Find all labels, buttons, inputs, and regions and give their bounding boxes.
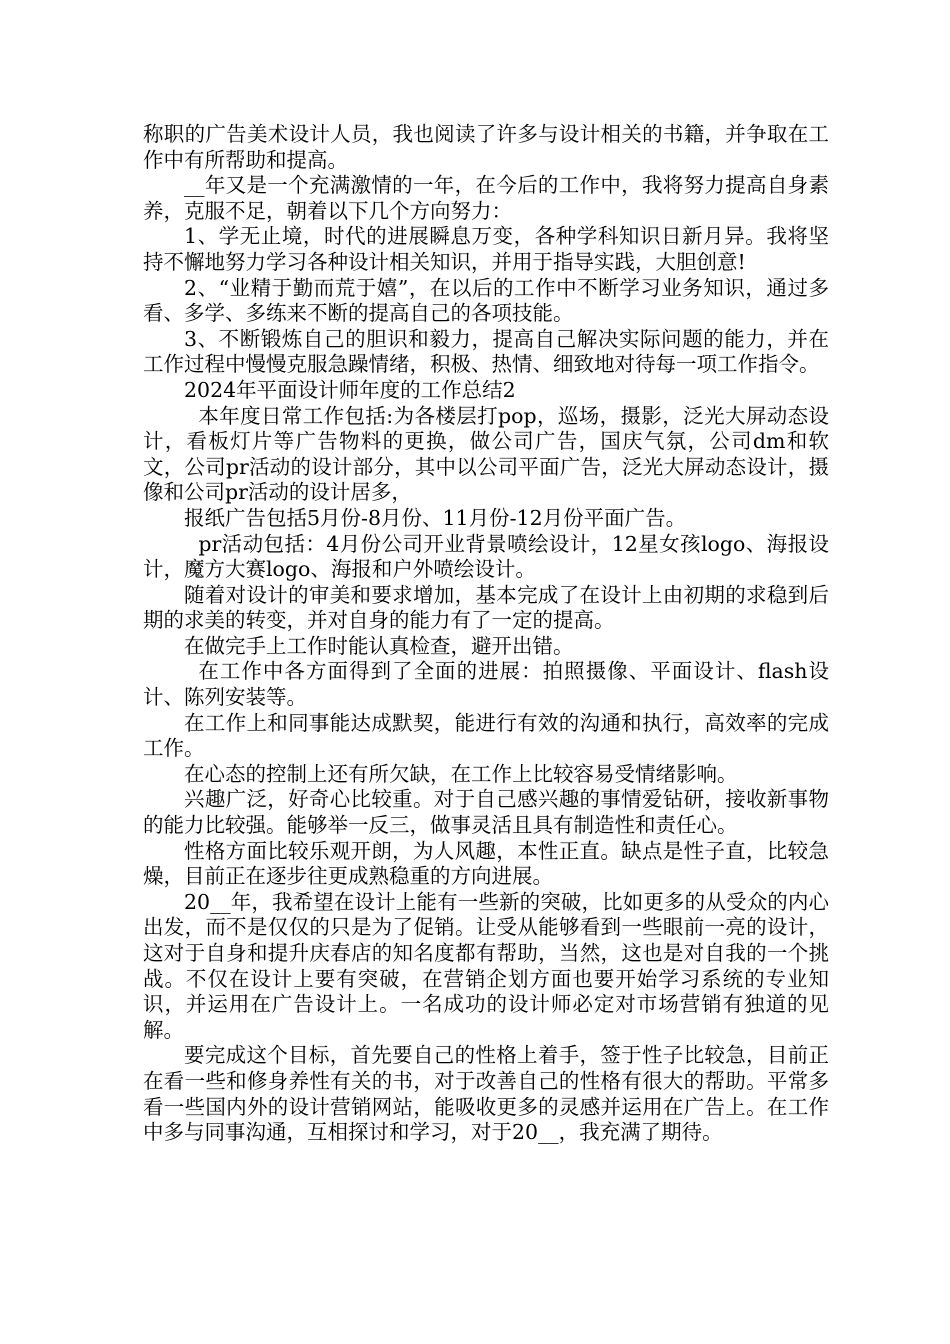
paragraph-skills: 在工作中各方面得到了全面的进展：拍照摄像、平面设计、flash设计、陈列安装等。 xyxy=(143,659,829,710)
section-heading: 2024年平面设计师年度的工作总结2 xyxy=(184,377,516,402)
paragraph-next-year: 20__年，我希望在设计上能有一些新的突破，比如更多的从受众的内心出发，而不是仅仅的只是为了促销。让受从能够看到一些眼前一亮的设计，这对于自身和提升庆春店的知名度都有帮助，当然，这也是对自我的一个挑战。不仅在设计上要有突破，在营销企划方面也要开始学习系统的专业知识，并运用在广告设计上。一名成功的设计师必定对市场营销有独道的见解。 xyxy=(143,889,829,1042)
paragraph-mindset: 在心态的控制上还有所欠缺，在工作上比较容易受情绪影响。 xyxy=(184,761,738,786)
paragraph-goal-2: 2、“业精于勤而荒于嬉”，在以后的工作中不断学习业务知识，通过多看、多学、多练来不断的提高自己的各项技能。 xyxy=(143,275,829,326)
paragraph-teamwork: 在工作上和同事能达成默契，能进行有效的沟通和执行，高效率的完成工作。 xyxy=(143,710,829,761)
paragraph-plan: 要完成这个目标，首先要自己的性格上着手，签于性子比较急，目前正在看一些和修身养性有关的书，对于改善自己的性格有很大的帮助。平常多看一些国内外的设计营销网站，能吸收更多的灵感并运用在广告上。在工作中多与同事沟通，互相探讨和学习，对于20__，我充满了期待。 xyxy=(143,1043,829,1145)
paragraph-interests: 兴趣广泛，好奇心比较重。对于自己感兴趣的事情爱钻研，接收新事物的能力比较强。能够举一反三，做事灵活且具有制造性和责任心。 xyxy=(143,787,829,838)
paragraph-daily-work: 本年度日常工作包括:为各楼层打pop，巡场，摄影，泛光大屏动态设计，看板灯片等广告物料的更换，做公司广告，国庆气氛，公司dm和软文，公司pr活动的设计部分，其中以公司平面广告，泛光大屏动态设计，摄像和公司pr活动的设计居多， xyxy=(143,403,829,505)
paragraph-checking: 在做完手上工作时能认真检查，避开出错。 xyxy=(184,633,574,658)
paragraph-goal-3: 3、不断锻炼自己的胆识和毅力，提高自己解决实际问题的能力，并在工作过程中慢慢克服急躁情绪，积极、热情、细致地对待每一项工作指令。 xyxy=(143,326,829,377)
paragraph-pr-activities: pr活动包括：4月份公司开业背景喷绘设计，12星女孩logo、海报设计，魔方大赛logo、海报和户外喷绘设计。 xyxy=(143,531,829,582)
paragraph-continuation: 称职的广告美术设计人员，我也阅读了许多与设计相关的书籍，并争取在工作中有所帮助和提高。 xyxy=(143,122,829,172)
paragraph-newspaper-ads: 报纸广告包括5月份-8月份、11月份-12月份平面广告。 xyxy=(184,505,687,530)
document-page xyxy=(143,122,829,1146)
paragraph-design-progress: 随着对设计的审美和要求增加，基本完成了在设计上由初期的求稳到后期的求美的转变，并对自身的能力有了一定的提高。 xyxy=(143,582,829,633)
paragraph-new-year-intro: __年又是一个充满激情的一年，在今后的工作中，我将努力提高自身素养，克服不足，朝着以下几个方向努力： xyxy=(143,173,829,223)
paragraph-goal-1: 1、学无止境，时代的进展瞬息万变，各种学科知识日新月异。我将坚持不懈地努力学习各种设计相关知识，并用于指导实践，大胆创意! xyxy=(143,224,829,274)
paragraph-personality: 性格方面比较乐观开朗，为人风趣，本性正直。缺点是性子直，比较急燥，目前正在逐步往更成熟稳重的方向进展。 xyxy=(143,838,829,889)
